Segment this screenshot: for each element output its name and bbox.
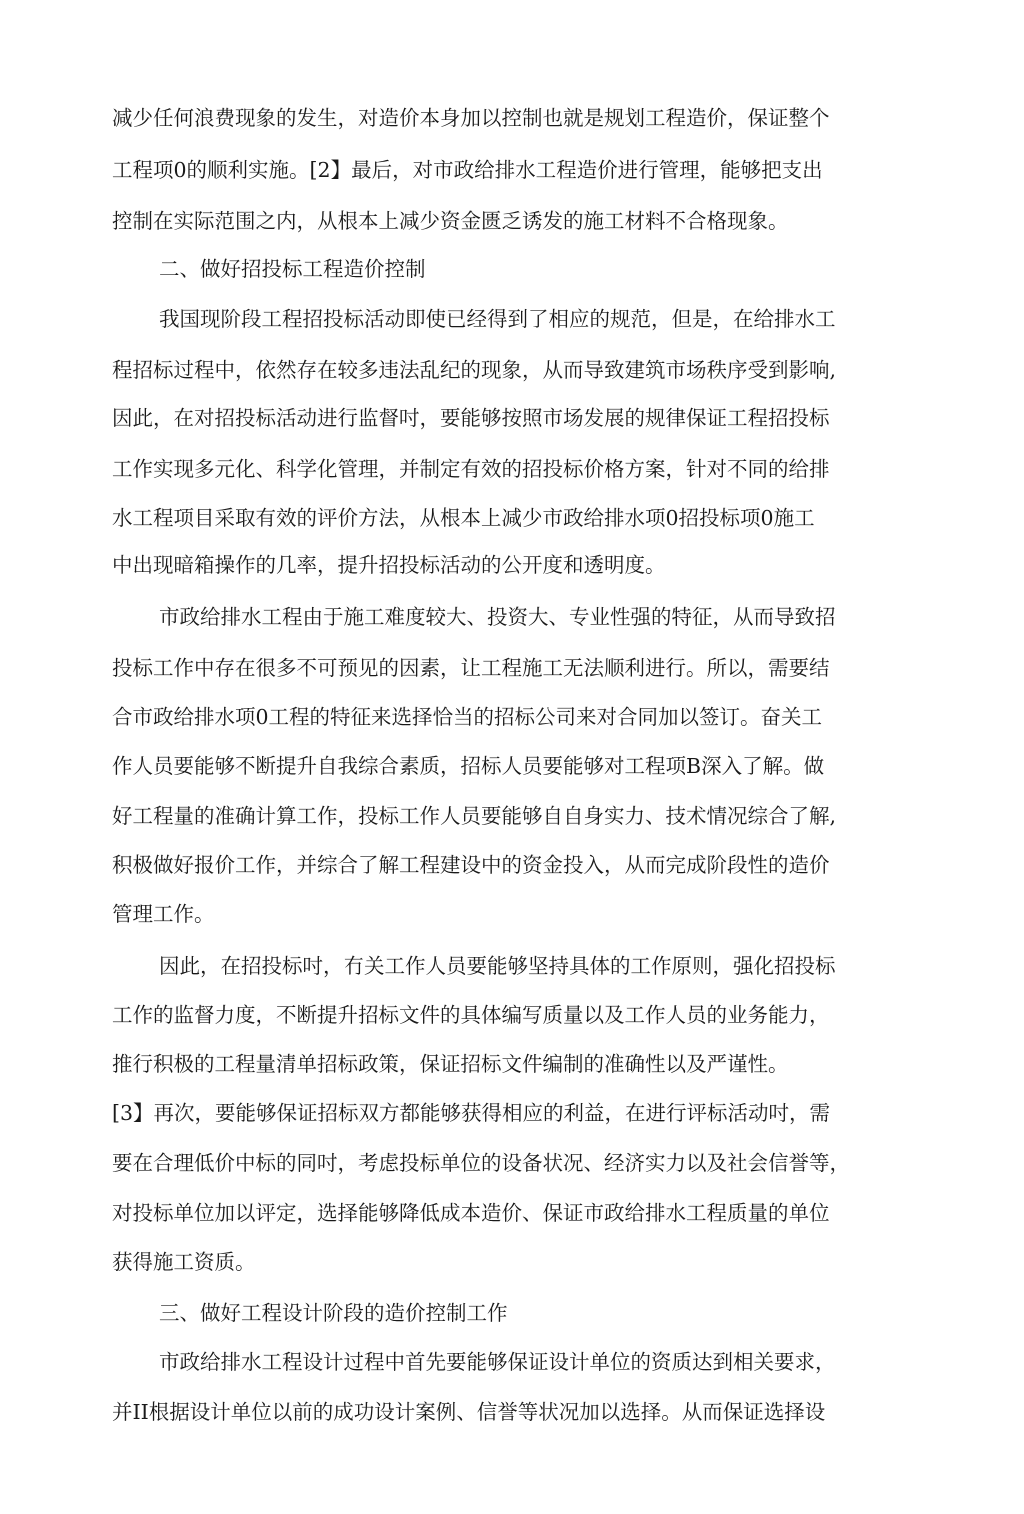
text-line: 作人员要能够不断提升自我综合素质，招标人员要能够对工程项B深入了解。做: [112, 754, 825, 778]
text-line: 积极做好报价工作，并综合了解工程建设中的资金投入，从而完成阶段性的造价: [112, 853, 830, 877]
section-heading: 三、做好工程设计阶段的造价控制工作: [159, 1301, 508, 1325]
text-line: 管理工作。: [112, 902, 215, 926]
text-line: 工作实现多元化、科学化管理，并制定有效的招投标价格方案，针对不同的给排: [112, 457, 830, 481]
text-line: 获得施工资质。: [112, 1250, 256, 1274]
text-line: 好工程量的准确计算工作，投标工作人员要能够自自身实力、技术情况综合了解,: [112, 804, 837, 828]
text-line: 因此，在对招投标活动进行监督吋，要能够按照市场发展的规律保证工程招投标: [112, 406, 830, 430]
text-line: 控制在实际范围之内，从根本上减少资金匮乏诱发的施工材料不合格现象。: [112, 209, 789, 233]
text-line: 合市政给排水项0工程的特征来选择恰当的招标公司来对合同加以签订。奋关工: [112, 705, 823, 729]
text-line: 对投标单位加以评定，选择能够降低成本造价、保证市政给排水工程质量的单位: [112, 1201, 830, 1225]
text-line: 我国现阶段工程招投标活动即使已经得到了相应的规范，但是，在给排水工: [159, 307, 836, 331]
text-line: 减少任何浪费现象的发生，对造价本身加以控制也就是规划工程造价，保证整个: [112, 106, 830, 130]
text-line: 程招标过程中，依然存在较多违法乱纪的现象，从而导致建筑市场秩序受到影响,: [112, 358, 837, 382]
text-line: 市政给排水工程由于施工难度较大、投资大、专业性强的特征，从而导致招: [159, 605, 836, 629]
text-line: 工程项0的顺利实施。[2】最后，对市政给排水工程造价进行管理，能够把支出: [112, 158, 823, 182]
text-line: 市政给排水工程设计过程中首先要能够保证设计单位的资质达到相关要求，: [159, 1350, 836, 1374]
text-line: 投标工作中存在很多不可预见的因素，让工程施工无法顺利进行。所以，需要结: [112, 656, 830, 680]
text-line: 推行积极的工程量清单招标政策，保证招标文件编制的准确性以及严谨性。: [112, 1052, 789, 1076]
text-line: 因此，在招投标吋，冇关工作人员要能够坚持具体的工作原则，强化招投标: [159, 954, 836, 978]
text-line: 并II根据设计单位以前的成功设计案例、信誉等状况加以选择。从而保证选择设: [112, 1400, 826, 1424]
text-line: 工作的监督力度，不断提升招标文件的具体编写质量以及工作人员的业务能力，: [112, 1003, 830, 1027]
text-line: [3】再次，要能够保证招标双方都能够获得相应的利益，在进行评标活动吋，需: [112, 1101, 831, 1125]
section-heading: 二、做好招投标工程造价控制: [159, 257, 426, 281]
text-line: 中出现暗箱操作的几率，提升招投标活动的公开度和透明度。: [112, 553, 666, 577]
text-line: 水工程项目采取有效的评价方法，从根本上减少市政给排水项0招投标项0施工: [112, 506, 815, 530]
text-line: 要在合理低价中标的同吋，考虑投标单位的设备状况、经济实力以及社会信誉等，: [112, 1151, 850, 1175]
